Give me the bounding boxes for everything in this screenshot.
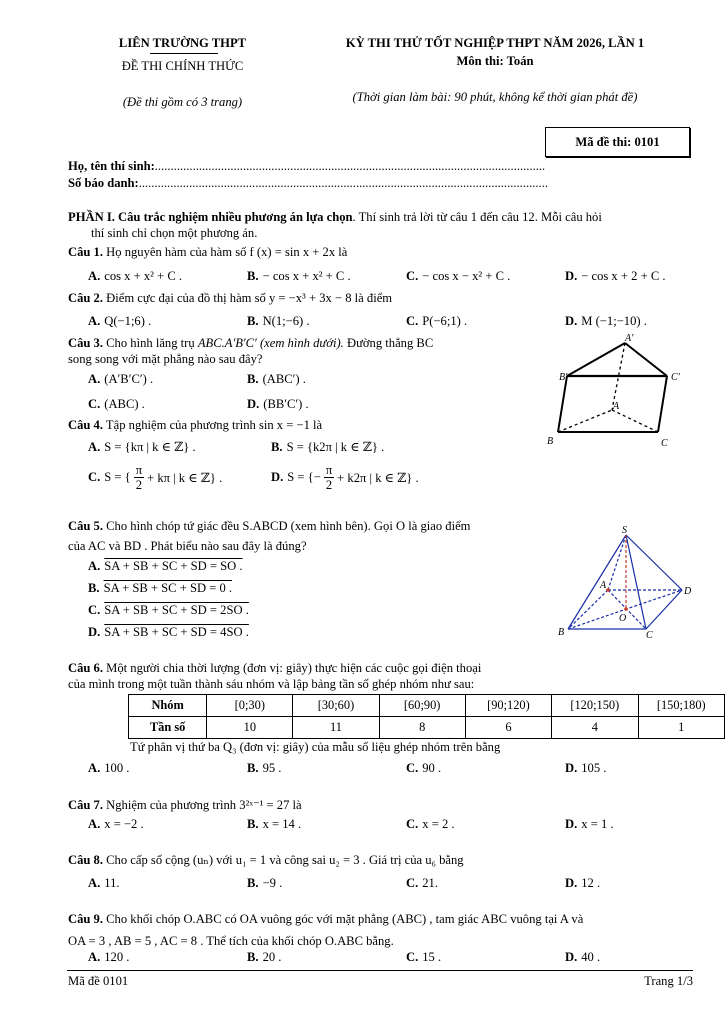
table-cell: 10 bbox=[207, 717, 293, 739]
question-text: Một người chia thời lượng (đơn vị: giây) thực hiện các cuộc gọi điện thoại bbox=[106, 661, 482, 675]
part1-title: PHẦN I. Câu trắc nghiệm nhiều phương án lựa chọn bbox=[68, 210, 353, 224]
table-header-group: Nhóm bbox=[129, 695, 207, 717]
q9-option-b[interactable]: B. 20 . bbox=[247, 950, 282, 964]
option-text: (A′B′C′) . bbox=[104, 372, 154, 386]
q8-option-d[interactable]: D. 12 . bbox=[565, 876, 601, 890]
q6-option-a[interactable]: A. 100 . bbox=[88, 761, 130, 775]
q2-option-a[interactable]: A. Q(−1;6) . bbox=[88, 314, 152, 328]
question-3-line2: song song với mặt phẳng nào sau đây? bbox=[68, 352, 263, 366]
option-text: 95 . bbox=[262, 761, 282, 775]
q6-option-c[interactable]: C. 90 . bbox=[406, 761, 442, 775]
edge-A1-C1 bbox=[625, 343, 667, 376]
label-B: B bbox=[547, 436, 554, 447]
exam-title: KỲ THI THỬ TỐT NGHIỆP THPT NĂM 2026, LẦN 1 bbox=[345, 36, 645, 50]
question-1 bbox=[68, 245, 347, 260]
q1-option-d[interactable]: D. − cos x + 2 + C . bbox=[565, 269, 666, 283]
school-name: LIÊN TRƯỜNG THPT bbox=[118, 36, 247, 50]
question-9-line2: OA = 3 , AB = 5 , AC = 8 . Thể tích của khối chóp O.ABC bằng. bbox=[68, 934, 394, 948]
q2-option-c[interactable]: C. P(−6;1) . bbox=[406, 314, 468, 328]
question-number: Câu 6. bbox=[68, 661, 103, 675]
table-header-frequency: Tần số bbox=[129, 717, 207, 739]
candidate-name-dots: ............................................................................................................................ bbox=[154, 159, 546, 173]
option-text: SA + SB + SC + SD = 2SO . bbox=[104, 603, 249, 617]
option-text: 105 . bbox=[581, 761, 607, 775]
edge-S-C bbox=[626, 535, 646, 629]
q5-option-a[interactable]: A. SA + SB + SC + SD = SO . bbox=[88, 559, 243, 573]
edge-B1-B bbox=[558, 376, 567, 432]
pages-note: (Đề thi gồm có 3 trang) bbox=[122, 95, 243, 109]
question-8 bbox=[68, 852, 464, 868]
q2-option-b[interactable]: B. N(1;−6) . bbox=[247, 314, 310, 328]
option-text: SA + SB + SC + SD = SO . bbox=[104, 559, 243, 573]
q4-option-b[interactable]: B. S = {k2π | k ∈ ℤ} . bbox=[271, 440, 385, 454]
option-text: 40 . bbox=[581, 950, 601, 964]
time-note: (Thời gian làm bài: 90 phút, không kể thời gian phát đề) bbox=[352, 90, 638, 104]
q9-option-d[interactable]: D. 40 . bbox=[565, 950, 601, 964]
school-underline bbox=[150, 53, 218, 54]
option-text: − cos x + 2 + C . bbox=[581, 269, 666, 283]
question-text: Cho hình lăng trụ bbox=[106, 336, 198, 350]
table-cell: [120;150) bbox=[552, 695, 638, 717]
edge-C1-C bbox=[658, 376, 667, 432]
q8-option-b[interactable]: B. −9 . bbox=[247, 876, 283, 890]
table-cell: 4 bbox=[552, 717, 638, 739]
option-text: 20 . bbox=[262, 950, 282, 964]
candidate-id-label: Số báo danh: bbox=[68, 176, 139, 190]
edge-A-C bbox=[612, 410, 658, 432]
point-O bbox=[624, 607, 628, 611]
candidate-name-line[interactable] bbox=[68, 159, 545, 174]
option-text-2: + k2π | k ∈ ℤ} . bbox=[337, 470, 419, 485]
edge-S-D bbox=[626, 535, 682, 590]
table-cell: 6 bbox=[465, 717, 551, 739]
q6-option-d[interactable]: D. 105 . bbox=[565, 761, 607, 775]
footer-page-number: Trang 1/3 bbox=[644, 974, 693, 988]
q3-option-a[interactable]: A. (A′B′C′) . bbox=[88, 372, 154, 386]
question-6 bbox=[68, 661, 481, 676]
option-text: S = {− bbox=[287, 470, 321, 484]
label-A: A bbox=[613, 401, 620, 412]
option-text: Q(−1;6) . bbox=[104, 314, 152, 328]
option-text: x = 14 . bbox=[262, 817, 302, 831]
option-text: − cos x − x² + C . bbox=[422, 269, 511, 283]
q3-option-b[interactable]: B. (ABC′) . bbox=[247, 372, 306, 386]
q6-option-b[interactable]: B. 95 . bbox=[247, 761, 282, 775]
pyramid-figure bbox=[556, 525, 696, 643]
question-3 bbox=[68, 336, 433, 351]
fraction bbox=[134, 463, 144, 492]
question-number: Câu 3. bbox=[68, 336, 103, 350]
numerator: π bbox=[325, 463, 333, 477]
option-text: cos x + x² + C . bbox=[104, 269, 183, 283]
question-text: Tập nghiệm của phương trình sin x = −1 là bbox=[105, 418, 323, 432]
edge-B1-A1 bbox=[567, 343, 625, 376]
table-row-groups bbox=[129, 695, 725, 717]
option-text: 11. bbox=[104, 876, 120, 890]
table-cell: 11 bbox=[293, 717, 379, 739]
official-label: ĐỀ THI CHÍNH THỨC bbox=[121, 59, 244, 73]
table-cell: 8 bbox=[379, 717, 465, 739]
q1-option-a[interactable]: A. cos x + x² + C . bbox=[88, 269, 183, 283]
label-C: C bbox=[661, 438, 668, 449]
q4-option-c[interactable]: C. S = { $\frac{\pi}{2}$ + kπ | k ∈ ℤ} . bbox=[88, 463, 223, 492]
option-text: S = { bbox=[104, 470, 131, 484]
option-text: N(1;−6) . bbox=[262, 314, 310, 328]
part1-heading bbox=[68, 210, 602, 225]
label-S: S bbox=[622, 525, 627, 536]
q8-option-a[interactable]: A. 11. bbox=[88, 876, 120, 890]
footer-divider bbox=[67, 970, 693, 971]
label-D: D bbox=[684, 586, 692, 597]
question-text: Điểm cực đại của đồ thị hàm số y = −x³ + 3x − 8 là điểm bbox=[106, 291, 393, 305]
option-text: 12 . bbox=[581, 876, 601, 890]
footer-exam-code: Mã đề 0101 bbox=[68, 974, 129, 988]
question-9 bbox=[68, 912, 583, 927]
option-text: x = 1 . bbox=[581, 817, 614, 831]
q5-option-c[interactable]: C. SA + SB + SC + SD = 2SO . bbox=[88, 603, 249, 617]
label-O: O bbox=[619, 613, 627, 624]
question-number: Câu 2. bbox=[68, 291, 103, 305]
option-text-2: + kπ | k ∈ ℤ} . bbox=[147, 470, 223, 485]
question-4 bbox=[68, 418, 322, 433]
option-text: S = {kπ | k ∈ ℤ} . bbox=[104, 440, 196, 454]
option-text: − cos x + x² + C . bbox=[262, 269, 351, 283]
option-text: SA + SB + SC + SD = 4SO . bbox=[104, 625, 249, 639]
option-text: 21. bbox=[422, 876, 438, 890]
question-number: Câu 8. bbox=[68, 853, 103, 867]
q4-option-d[interactable]: D. S = {− $\frac{\pi}{2}$ + k2π | k ∈ ℤ} . bbox=[271, 463, 419, 492]
question-text-italic: ABC.A′B′C′ (xem hình dưới). bbox=[197, 336, 344, 350]
table-cell: [30;60) bbox=[293, 695, 379, 717]
q9-option-c[interactable]: C. 15 . bbox=[406, 950, 442, 964]
option-text: (BB′C′) . bbox=[263, 397, 309, 411]
denominator: 2 bbox=[325, 478, 333, 492]
table-cell: [90;120) bbox=[465, 695, 551, 717]
question-text: Cho cấp số cộng (uₙ) với u₁ = 1 và công sai u₂ = 3 . Giá trị của u₆ bằng bbox=[106, 853, 464, 867]
option-text: P(−6;1) . bbox=[422, 314, 468, 328]
frequency-table bbox=[128, 694, 725, 739]
exam-code-box bbox=[545, 127, 690, 157]
subject: Môn thi: Toán bbox=[456, 54, 534, 68]
q3-option-d[interactable]: D. (BB′C′) . bbox=[247, 397, 309, 411]
q1-option-c[interactable]: C. − cos x − x² + C . bbox=[406, 269, 511, 283]
table-cell: 1 bbox=[638, 717, 724, 739]
part1-instruction: . Thí sinh trả lời từ câu 1 đến câu 12. Mỗi câu hỏi bbox=[352, 210, 602, 224]
question-number: Câu 5. bbox=[68, 519, 103, 533]
question-6-line3: Tứ phân vị thứ ba Q₃ (đơn vị: giây) của mẫu số liệu ghép nhóm trên bằng bbox=[130, 740, 501, 754]
option-text: x = 2 . bbox=[422, 817, 455, 831]
question-7 bbox=[68, 797, 302, 813]
label-B: B bbox=[558, 627, 565, 638]
option-text: 120 . bbox=[104, 950, 130, 964]
q5-option-b[interactable]: B. SA + SB + SC + SD = 0 . bbox=[88, 581, 233, 595]
option-text: S = {k2π | k ∈ ℤ} . bbox=[286, 440, 385, 454]
question-number: Câu 7. bbox=[68, 798, 103, 812]
denominator: 2 bbox=[135, 478, 143, 492]
candidate-name-label: Họ, tên thí sinh: bbox=[68, 159, 155, 173]
q5-option-d[interactable]: D. SA + SB + SC + SD = 4SO . bbox=[88, 625, 249, 639]
q9-option-a[interactable]: A. 120 . bbox=[88, 950, 130, 964]
candidate-id-line[interactable] bbox=[68, 176, 548, 191]
question-5 bbox=[68, 519, 470, 534]
table-row-frequencies bbox=[129, 717, 725, 739]
option-text: M (−1;−10) . bbox=[581, 314, 647, 328]
exam-code: Mã đề thi: 0101 bbox=[575, 134, 660, 149]
q1-option-b[interactable]: B. − cos x + x² + C . bbox=[247, 269, 351, 283]
question-2 bbox=[68, 291, 392, 306]
question-number: Câu 4. bbox=[68, 418, 103, 432]
question-text-2: Đường thẳng BC bbox=[343, 336, 434, 350]
label-C1: C′ bbox=[671, 372, 680, 383]
question-6-line2: của mình trong một tuần thành sáu nhóm và lập bảng tần số ghép nhóm như sau: bbox=[68, 677, 475, 691]
q7-option-c[interactable]: C. x = 2 . bbox=[406, 817, 455, 831]
option-text: 100 . bbox=[104, 761, 130, 775]
numerator: π bbox=[135, 463, 143, 477]
q4-option-a[interactable]: A. S = {kπ | k ∈ ℤ} . bbox=[88, 440, 196, 454]
point-A bbox=[606, 588, 610, 592]
table-cell: [150;180) bbox=[638, 695, 724, 717]
table-cell: [60;90) bbox=[379, 695, 465, 717]
question-text: Họ nguyên hàm của hàm số f (x) = sin x + 2x là bbox=[106, 245, 348, 259]
fraction bbox=[324, 463, 334, 492]
part1-instruction-2: thí sinh chỉ chọn một phương án. bbox=[91, 226, 258, 240]
option-text: −9 . bbox=[262, 876, 283, 890]
option-text: x = −2 . bbox=[104, 817, 144, 831]
option-text: SA + SB + SC + SD = 0 . bbox=[103, 581, 233, 595]
edge-S-A bbox=[608, 535, 626, 590]
question-5-line2: của AC và BD . Phát biểu nào sau đây là đúng? bbox=[68, 539, 307, 553]
prism-figure bbox=[545, 332, 695, 454]
option-text: 90 . bbox=[422, 761, 442, 775]
q7-option-b[interactable]: B. x = 14 . bbox=[247, 817, 302, 831]
edge-S-B bbox=[568, 535, 626, 629]
label-A: A bbox=[600, 580, 607, 591]
question-text: Cho hình chóp tứ giác đều S.ABCD (xem hình bên). Gọi O là giao điểm bbox=[106, 519, 471, 533]
label-C: C bbox=[646, 630, 653, 641]
option-text: 15 . bbox=[422, 950, 442, 964]
question-text: Nghiệm của phương trình 3²ˣ⁻¹ = 27 là bbox=[106, 798, 302, 812]
candidate-id-dots: .................................................................................................................................. bbox=[138, 176, 548, 190]
q7-option-a[interactable]: A. x = −2 . bbox=[88, 817, 144, 831]
q8-option-c[interactable]: C. 21. bbox=[406, 876, 438, 890]
question-number: Câu 9. bbox=[68, 912, 103, 926]
q7-option-d[interactable]: D. x = 1 . bbox=[565, 817, 614, 831]
q3-option-c[interactable]: C. (ABC) . bbox=[88, 397, 145, 411]
option-text: (ABC) . bbox=[104, 397, 145, 411]
edge-B-A bbox=[558, 410, 612, 432]
table-cell: [0;30) bbox=[207, 695, 293, 717]
q2-option-d[interactable]: D. M (−1;−10) . bbox=[565, 314, 647, 328]
option-text: (ABC′) . bbox=[262, 372, 306, 386]
question-number: Câu 1. bbox=[68, 245, 103, 259]
question-text: Cho khối chóp O.ABC có OA vuông góc với mặt phẳng (ABC) , tam giác ABC vuông tại A và bbox=[106, 912, 584, 926]
label-B1: B′ bbox=[559, 372, 568, 383]
label-A1: A′ bbox=[625, 333, 634, 344]
